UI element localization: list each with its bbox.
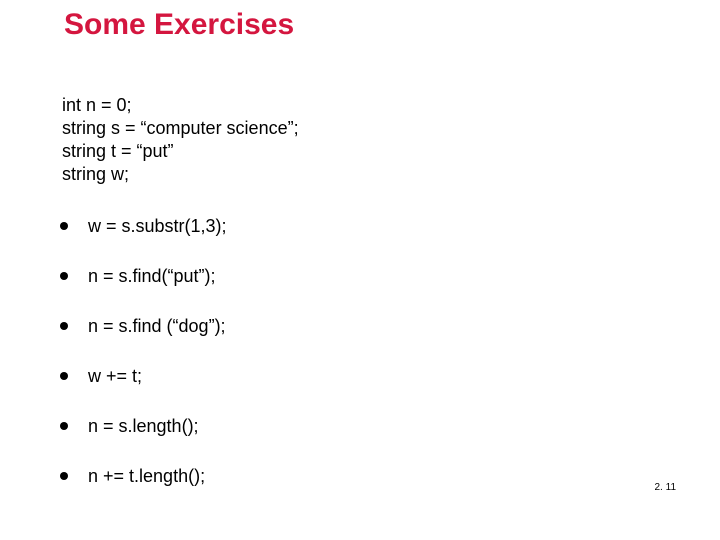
exercise-text: w += t; <box>88 366 143 386</box>
list-item <box>60 213 227 263</box>
list-item <box>60 363 227 413</box>
code-line: int n = 0; <box>62 95 132 115</box>
exercise-text: n = s.find(“put”); <box>88 266 216 286</box>
bullet-icon <box>60 422 68 430</box>
code-line: string w; <box>62 164 130 184</box>
list-item <box>60 463 227 513</box>
slide-title: Some Exercises <box>64 8 295 41</box>
bullet-icon <box>60 322 68 330</box>
list-item <box>60 413 227 463</box>
exercise-text: n += t.length(); <box>88 466 206 486</box>
exercise-list <box>60 213 227 513</box>
exercise-text: n = s.find (“dog”); <box>88 316 226 336</box>
bullet-icon <box>60 222 68 230</box>
exercise-text: n = s.length(); <box>88 416 199 436</box>
code-line: string t = “put” <box>62 141 174 161</box>
list-item <box>60 313 227 363</box>
bullet-icon <box>60 472 68 480</box>
code-declarations <box>62 94 299 186</box>
bullet-icon <box>60 372 68 380</box>
list-item <box>60 263 227 313</box>
exercise-text: w = s.substr(1,3); <box>88 216 227 236</box>
code-line: string s = “computer science”; <box>62 118 299 138</box>
bullet-icon <box>60 272 68 280</box>
page-number: 2. 11 <box>654 482 676 493</box>
